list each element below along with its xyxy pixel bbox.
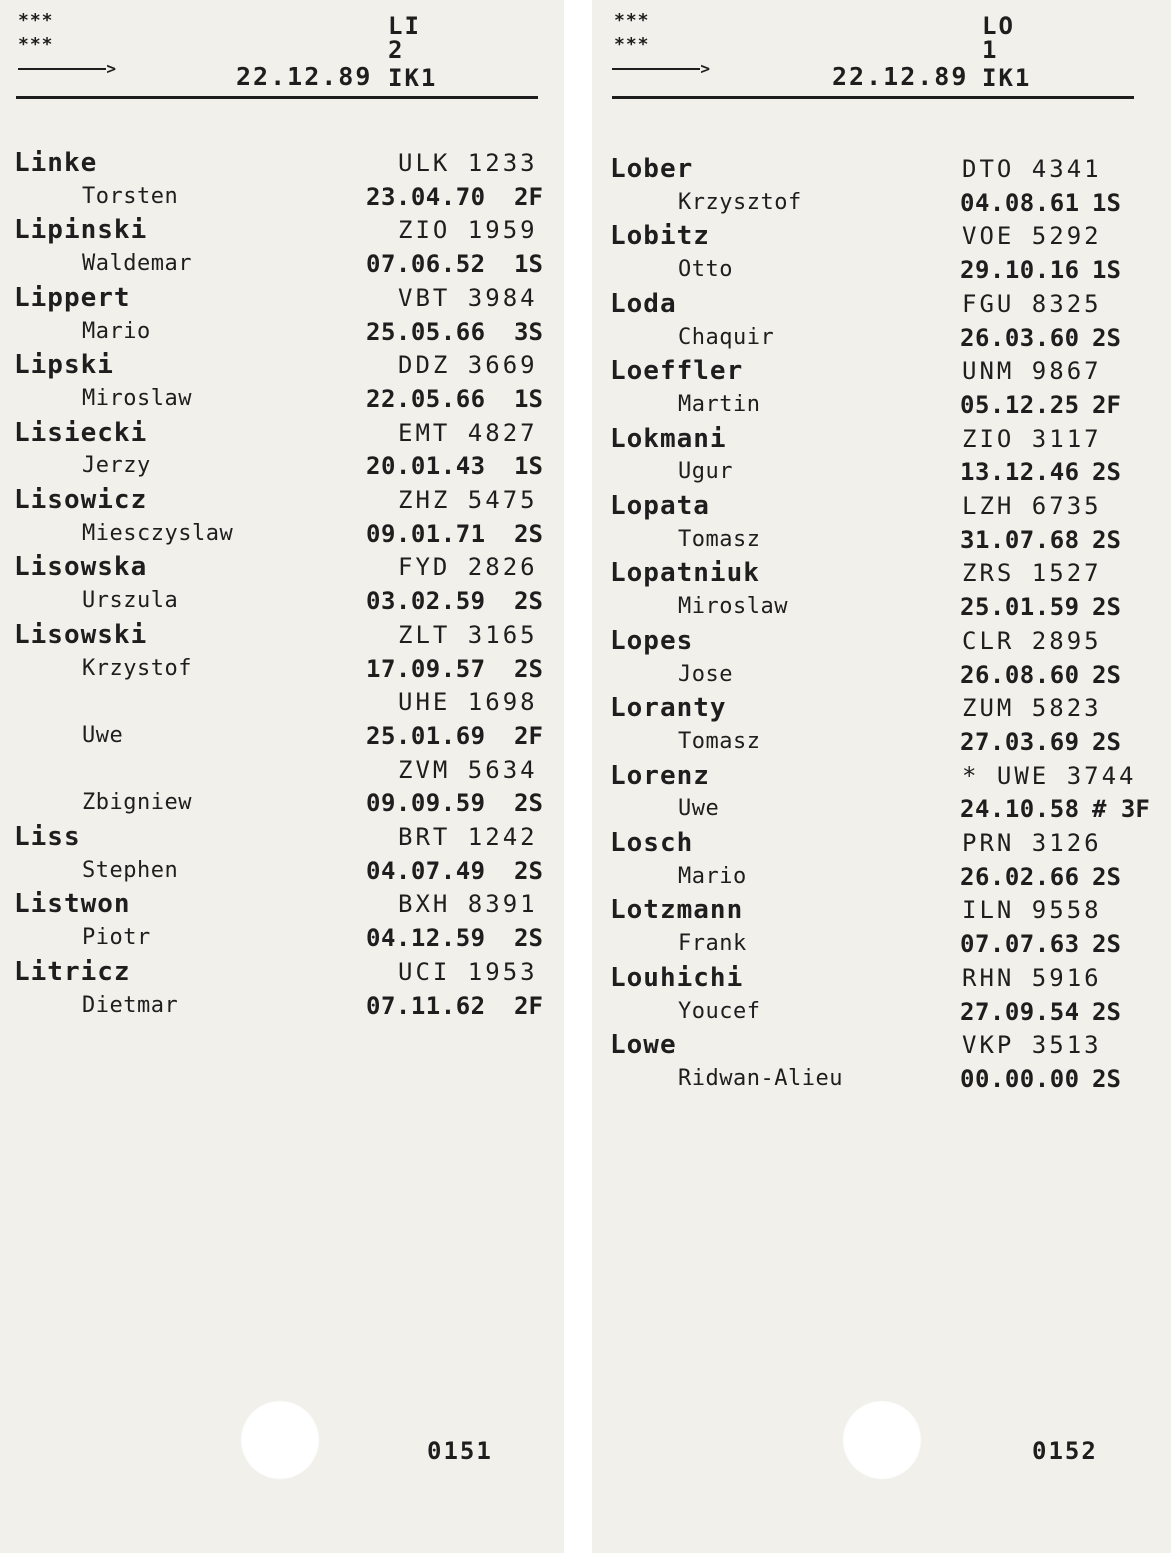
group-code: LO	[982, 12, 1015, 40]
first-name: Urszula	[82, 588, 179, 614]
birth-date: 22.05.66	[366, 384, 486, 413]
first-name: Uwe	[82, 722, 124, 748]
first-name: Otto	[678, 257, 733, 283]
birth-date: 23.04.70	[366, 182, 486, 211]
entry-detail-row	[592, 188, 1171, 222]
entry-name-row	[592, 424, 1171, 458]
first-name: Mario	[678, 863, 747, 889]
header-code: IK1	[388, 64, 438, 92]
entry-name-row	[592, 289, 1171, 323]
class-code: 1S	[514, 384, 543, 413]
entry-name-row	[592, 221, 1171, 255]
birth-date: 13.12.46	[960, 458, 1080, 487]
entry-name-row	[592, 963, 1171, 997]
surname: Lober	[610, 154, 694, 184]
punch-hole	[240, 1400, 320, 1480]
birth-date: 24.10.58	[960, 795, 1080, 824]
record-id: ZIO 1959	[398, 216, 538, 245]
class-code: 2S	[1092, 458, 1121, 487]
surname: Lisowicz	[14, 485, 148, 515]
first-name: Uwe	[678, 796, 720, 822]
entry-detail-row	[592, 929, 1171, 963]
surname: Lowe	[610, 1030, 677, 1061]
record-id: BXH 8391	[398, 890, 538, 919]
entry-detail-row	[0, 923, 564, 957]
entry-name-row	[592, 626, 1171, 660]
entry-name-row	[592, 491, 1171, 525]
birth-date: 26.02.66	[960, 862, 1080, 891]
record-id: ZLT 3165	[398, 620, 538, 649]
birth-date: 04.08.61	[960, 188, 1080, 217]
surname: Lotzmann	[610, 895, 744, 926]
entry-name-row	[592, 828, 1171, 862]
birth-date: 00.00.00	[960, 1064, 1080, 1093]
class-code: 2S	[1092, 323, 1121, 352]
class-code: 1S	[514, 452, 543, 481]
record-id: VKP 3513	[962, 1031, 1102, 1060]
surname: Loranty	[610, 693, 727, 724]
arrow-right-icon: >	[18, 62, 118, 76]
first-name: Tomasz	[678, 728, 761, 754]
entry-name-row	[592, 693, 1171, 727]
class-code: 2F	[1092, 390, 1121, 419]
entry-detail-row	[592, 592, 1171, 626]
record-id: ZIO 3117	[962, 424, 1102, 453]
entry-name-row	[0, 215, 564, 249]
surname: Lopata	[610, 491, 710, 521]
entry-detail-row	[0, 384, 564, 418]
stars-line-2: ***	[614, 34, 650, 55]
entry-detail-row	[592, 862, 1171, 896]
entry-name-row	[0, 687, 564, 721]
class-code: 2S	[1092, 862, 1121, 891]
entry-name-row	[0, 620, 564, 654]
entry-detail-row	[0, 451, 564, 485]
surname: Losch	[610, 828, 694, 858]
first-name: Miroslaw	[678, 594, 788, 620]
first-name: Krzystof	[82, 655, 192, 681]
entry-detail-row	[0, 991, 564, 1025]
birth-date: 26.03.60	[960, 323, 1080, 352]
surname: Lorenz	[610, 760, 710, 791]
record-id: * UWE 3744	[962, 761, 1137, 790]
first-name: Jerzy	[82, 453, 151, 479]
first-name: Waldemar	[82, 251, 192, 277]
class-code: 2S	[1092, 997, 1121, 1026]
birth-date: 17.09.57	[366, 654, 486, 683]
surname: Loeffler	[610, 356, 744, 387]
surname: Litricz	[14, 956, 131, 987]
class-code: 2S	[514, 654, 543, 683]
entry-detail-row	[592, 457, 1171, 491]
entry-detail-row	[592, 794, 1171, 828]
entry-name-row	[592, 1030, 1171, 1064]
surname: Louhichi	[610, 962, 744, 993]
surname: Lopes	[610, 625, 694, 656]
surname: Lipinski	[14, 215, 148, 246]
record-id: EMT 4827	[398, 418, 538, 447]
class-code: 2S	[1092, 727, 1121, 756]
entry-name-row	[0, 418, 564, 452]
birth-date: 29.10.16	[960, 256, 1080, 285]
entry-detail-row	[0, 856, 564, 890]
birth-date: 25.01.69	[366, 721, 486, 750]
record-id: ZUM 5823	[962, 694, 1102, 723]
card-number: 0152	[1032, 1437, 1098, 1465]
entry-name-row	[0, 889, 564, 923]
entry-name-row	[0, 148, 564, 182]
record-id: VOE 5292	[962, 222, 1102, 251]
record-id: LZH 6735	[962, 492, 1102, 520]
birth-date: 31.07.68	[960, 525, 1080, 554]
index-card-left	[0, 0, 564, 1553]
group-number: 2	[388, 36, 405, 64]
stars-line-1: ***	[18, 10, 54, 31]
punch-hole	[842, 1400, 922, 1480]
stars-line-2: ***	[18, 34, 54, 55]
first-name: Chaquir	[678, 324, 775, 350]
class-code: 2S	[514, 587, 543, 616]
surname: Lokmani	[610, 423, 727, 454]
surname: Lipski	[14, 350, 114, 381]
birth-date: 05.12.25	[960, 390, 1080, 419]
surname: Lippert	[14, 282, 131, 313]
entry-name-row	[0, 485, 564, 519]
birth-date: 07.06.52	[366, 250, 486, 279]
first-name: Miesczyslaw	[82, 520, 234, 546]
arrow-right-icon: >	[612, 62, 712, 76]
entry-name-row	[592, 154, 1171, 188]
entry-detail-row	[592, 255, 1171, 289]
record-id: UCI 1953	[398, 957, 538, 986]
record-id: ZRS 1527	[962, 559, 1102, 588]
first-name: Ugur	[678, 459, 733, 485]
entry-name-row	[592, 356, 1171, 390]
header-rule	[16, 96, 538, 99]
class-code: 2S	[514, 519, 543, 548]
birth-date: 04.07.49	[366, 856, 486, 885]
card-number: 0151	[427, 1437, 493, 1465]
class-code: 2S	[514, 924, 543, 953]
entry-detail-row	[592, 525, 1171, 559]
class-code: 2S	[1092, 660, 1121, 689]
first-name: Jose	[678, 661, 733, 687]
first-name: Stephen	[82, 857, 179, 883]
class-code: 1S	[1092, 256, 1121, 285]
record-id: ZHZ 5475	[398, 486, 538, 514]
birth-date: 26.08.60	[960, 660, 1080, 689]
record-id: RHN 5916	[962, 963, 1102, 992]
first-name: Krzysztof	[678, 189, 802, 215]
first-name: Piotr	[82, 925, 151, 951]
record-id: CLR 2895	[962, 626, 1102, 655]
class-code: 2S	[514, 856, 543, 885]
surname: Lopatniuk	[610, 558, 760, 589]
first-name: Tomasz	[678, 526, 761, 552]
first-name: Martin	[678, 391, 761, 417]
class-code: 2F	[514, 182, 543, 211]
surname: Loda	[610, 288, 677, 319]
birth-date: 07.07.63	[960, 930, 1080, 959]
entry-name-row	[0, 755, 564, 789]
first-name: Youcef	[678, 998, 761, 1024]
entry-detail-row	[592, 727, 1171, 761]
surname: Lisowska	[14, 552, 148, 583]
birth-date: 27.03.69	[960, 727, 1080, 756]
class-code: 2F	[514, 721, 543, 750]
class-code: 1S	[1092, 188, 1121, 217]
first-name: Ridwan-Alieu	[678, 1065, 843, 1091]
entry-name-row	[592, 761, 1171, 795]
record-id: ILN 9558	[962, 896, 1102, 925]
class-code: 2F	[514, 991, 543, 1020]
first-name: Miroslaw	[82, 385, 192, 411]
entry-detail-row	[0, 788, 564, 822]
class-code: 3S	[514, 317, 543, 346]
surname: Linke	[14, 148, 98, 178]
first-name: Frank	[678, 931, 747, 957]
entry-detail-row	[0, 721, 564, 755]
entry-detail-row	[0, 249, 564, 283]
birth-date: 04.12.59	[366, 924, 486, 953]
record-id: BRT 1242	[398, 823, 538, 851]
entry-detail-row	[592, 323, 1171, 357]
surname: Lobitz	[610, 221, 710, 252]
entry-name-row	[0, 822, 564, 856]
surname: Lisiecki	[14, 417, 148, 448]
first-name: Torsten	[82, 183, 179, 209]
class-code: 2S	[1092, 593, 1121, 622]
birth-date: 25.05.66	[366, 317, 486, 346]
record-id: VBT 3984	[398, 283, 538, 312]
class-code: 2S	[514, 789, 543, 818]
birth-date: 25.01.59	[960, 593, 1080, 622]
class-code: 2S	[1092, 525, 1121, 554]
entry-detail-row	[592, 997, 1171, 1031]
entry-detail-row	[592, 390, 1171, 424]
record-id: ZVM 5634	[398, 755, 538, 784]
surname: Liss	[14, 822, 81, 852]
first-name: Dietmar	[82, 992, 179, 1018]
class-code: 2S	[1092, 930, 1121, 959]
index-card-right	[592, 0, 1171, 1553]
stars-line-1: ***	[614, 10, 650, 31]
record-id: UHE 1698	[398, 688, 538, 717]
class-code: 2S	[1092, 1064, 1121, 1093]
birth-date: 09.09.59	[366, 789, 486, 818]
birth-date: 20.01.43	[366, 452, 486, 481]
surname: Lisowski	[14, 619, 148, 650]
header-date: 22.12.89	[236, 62, 373, 91]
entry-detail-row	[0, 317, 564, 351]
entry-name-row	[0, 957, 564, 991]
record-id: FYD 2826	[398, 553, 538, 582]
birth-date: 27.09.54	[960, 997, 1080, 1026]
entry-detail-row	[592, 660, 1171, 694]
birth-date: 03.02.59	[366, 587, 486, 616]
class-code: 1S	[514, 250, 543, 279]
entry-name-row	[592, 895, 1171, 929]
entry-detail-row	[0, 654, 564, 688]
group-code: LI	[388, 12, 421, 40]
first-name: Mario	[82, 318, 151, 344]
entry-detail-row	[0, 519, 564, 553]
group-number: 1	[982, 36, 999, 64]
record-id: PRN 3126	[962, 829, 1102, 857]
record-id: DDZ 3669	[398, 351, 538, 380]
card-header	[0, 0, 564, 110]
header-code: IK1	[982, 64, 1032, 92]
birth-date: 09.01.71	[366, 519, 486, 548]
record-id: ULK 1233	[398, 149, 538, 177]
entry-name-row	[0, 283, 564, 317]
entry-name-row	[0, 552, 564, 586]
birth-date: 07.11.62	[366, 991, 486, 1020]
entry-name-row	[592, 558, 1171, 592]
entry-detail-row	[0, 182, 564, 216]
entry-detail-row	[0, 586, 564, 620]
first-name: Zbigniew	[82, 790, 192, 816]
record-id: UNM 9867	[962, 357, 1102, 386]
entry-detail-row	[592, 1064, 1171, 1098]
header-rule	[612, 96, 1134, 99]
entry-name-row	[0, 350, 564, 384]
surname: Listwon	[14, 889, 131, 920]
record-id: FGU 8325	[962, 289, 1102, 318]
header-date: 22.12.89	[832, 62, 969, 91]
record-id: DTO 4341	[962, 155, 1102, 183]
class-code: # 3F	[1092, 795, 1150, 824]
card-header	[592, 0, 1171, 110]
